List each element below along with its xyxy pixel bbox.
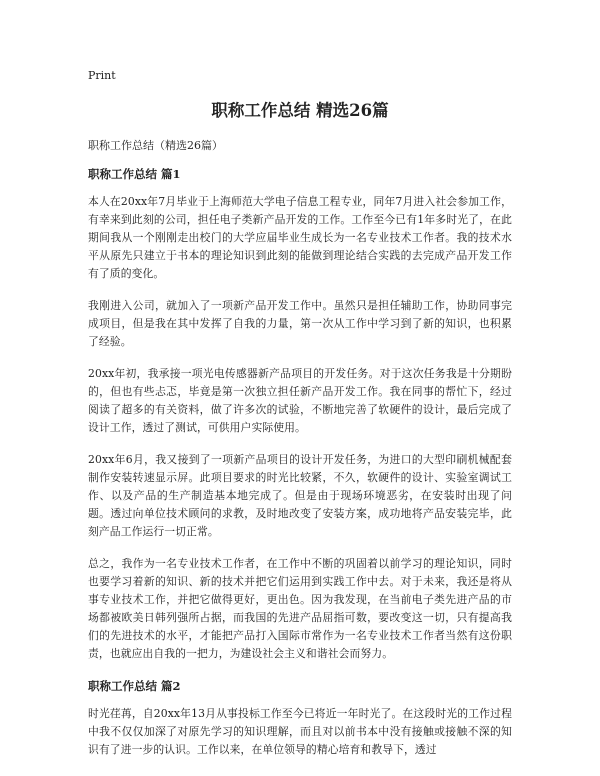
document-title: 职称工作总结 精选26篇 xyxy=(211,101,389,120)
section-heading: 职称工作总结 篇1 xyxy=(88,167,181,181)
print-link[interactable]: Print xyxy=(88,69,116,82)
document-subtitle: 职称工作总结（精选26篇） xyxy=(88,139,223,152)
section-heading: 职称工作总结 篇2 xyxy=(88,679,181,693)
paragraph: 时光荏苒，自20xx年13月从事投标工作至今已将近一年时光了。在这段时光的工作过程中我不仅仅加深了对原先学习的知识理解，而且对以前书本中没有接触或接触不深的知识有了进一步的认识。工作以来，在单位领导的精心培育和教导下，透过 xyxy=(88,707,512,756)
paragraph: 我刚进入公司，就加入了一项新产品开发工作中。虽然只是担任辅助工作，协助同事完成项目，但是我在其中发挥了自我的力量，第一次从工作中学习到了新的知识，也积累了经验。 xyxy=(88,299,512,348)
paragraph: 20xx年6月，我又接到了一项新产品项目的设计开发任务，为进口的大型印刷机械配套制作安装转速显示屏。此项目要求的时光比较紧，不久，软硬件的设计、实验室调试工作、以及产品的生产制造基本地完成了。但是由于现场环境恶劣，在安装时出现了问题。透过向单位技术顾问的求教，及时地改变了安装方案，成功地将产品安装完毕，此刻产品工作运行一切正常。 xyxy=(88,453,512,538)
paragraph: 本人在20xx年7月毕业于上海师范大学电子信息工程专业，同年7月进入社会参加工作，有幸来到此刻的公司，担任电子类新产品开发的工作。工作至今已有1年多时光了，在此期间我从一个刚刚走出校门的大学应届毕业生成长为一名专业技术工作者。我的技术水平从原先只建立于书本的理论知识到此刻的能做到理论结合实践的去完成产品开发工作有了质的变化。 xyxy=(88,195,512,280)
paragraph: 20xx年初，我承接一项光电传感器新产品项目的开发任务。对于这次任务我是十分期盼的，但也有些忐忑，毕竟是第一次独立担任新产品开发工作。我在同事的帮忙下，经过阅读了超多的有关资料，做了许多次的试验，不断地完善了软硬件的设计，最后完成了设计工作，透过了测试，可供用户实际使用。 xyxy=(88,367,512,434)
paragraph: 总之，我作为一名专业技术工作者，在工作中不断的巩固着以前学习的理论知识，同时也要学习着新的知识、新的技术并把它们运用到实践工作中去。对于未来，我还是将从事专业技术工作，并把它做得更好，更出色。因为我发现，在当前电子类先进产品的市场都被欧美日韩列强所占据，而我国的先进产品屈指可数，要改变这一切，只有提高我们的先进技术的水平，才能把产品打入国际市常作为一名专业技术工作者当然有这份职责，也就应出自我的一把力，为建设社会主义和谐社会而努力。 xyxy=(88,557,512,660)
